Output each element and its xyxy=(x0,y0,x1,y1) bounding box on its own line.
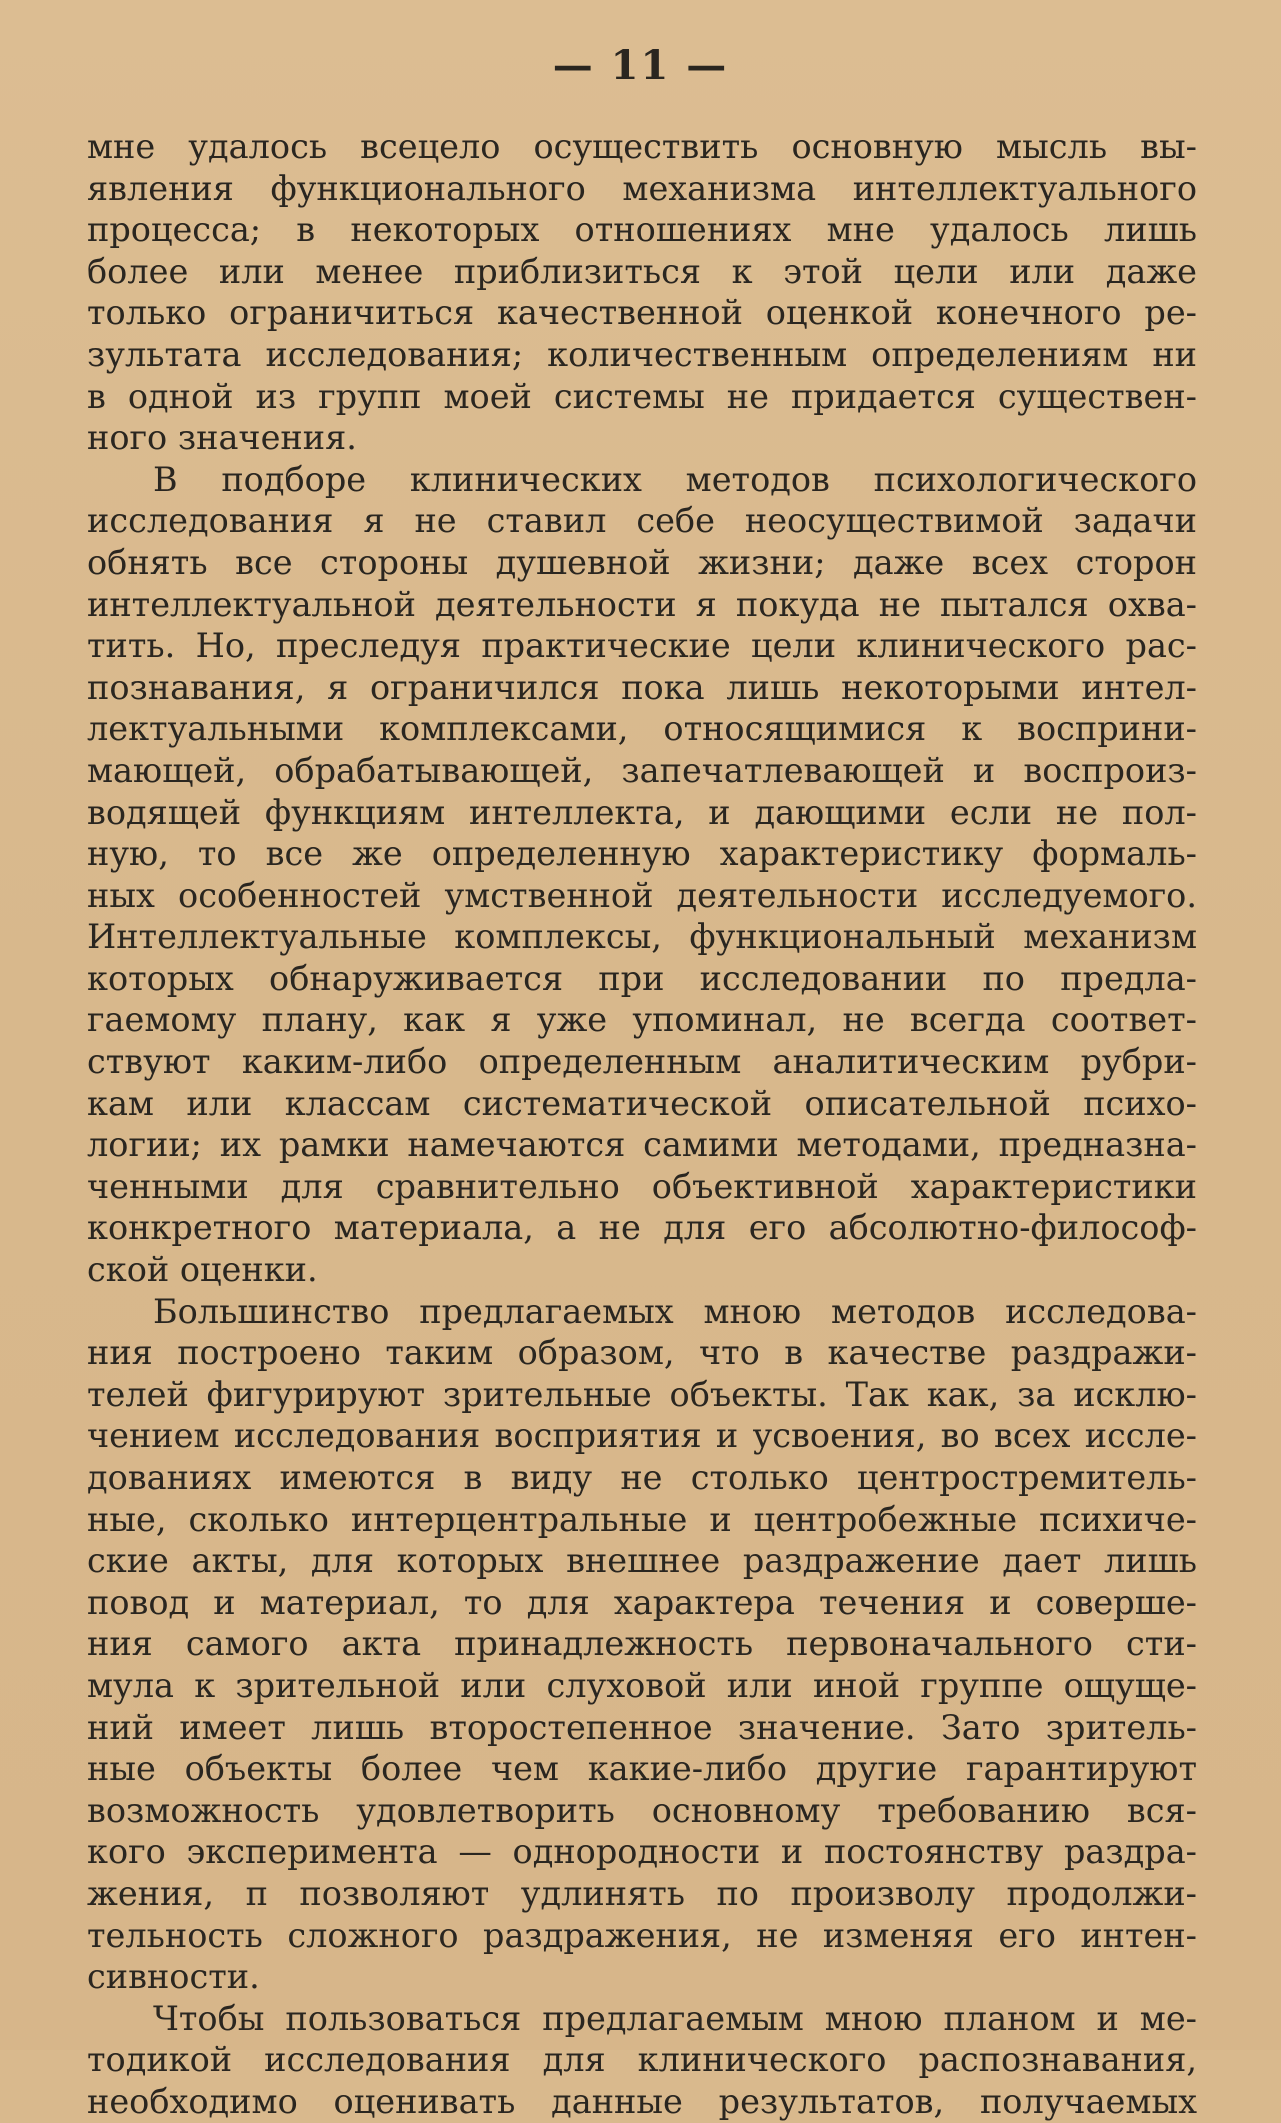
text-line: жения, п позволяют удлинять по произволу продолжи- xyxy=(87,1873,1197,1913)
paragraph xyxy=(87,1291,1197,1998)
text-line: мающей, обрабатывающей, запечатлевающей и воспроиз- xyxy=(87,750,1197,790)
paragraph xyxy=(87,126,1197,459)
text-line: ную, то все же определенную характеристику формаль- xyxy=(87,834,1197,874)
text-line: ний имеет лишь второстепенное значение. Зато зритель- xyxy=(87,1707,1197,1747)
text-line: дованиях имеются в виду не столько центростремитель- xyxy=(87,1458,1197,1497)
text-line: тить. Но, преследуя практические цели клинического рас- xyxy=(87,626,1197,666)
text-line: мула к зрительной или слуховой или иной группе ощуще- xyxy=(87,1665,1197,1705)
text-line: зультата исследования; количественным определениям ни xyxy=(87,334,1197,374)
text-line: возможность удовлетворить основному требованию вся- xyxy=(87,1790,1197,1830)
text-line: повод и материал, то для характера течения и соверше- xyxy=(87,1582,1197,1622)
text-line: интеллектуальной деятельности я покуда не пытался охва- xyxy=(87,584,1197,624)
text-line: процесса; в некоторых отношениях мне удалось лишь xyxy=(87,210,1197,250)
text-line: которых обнаруживается при исследовании по предла- xyxy=(87,958,1197,998)
text-line: Большинство предлагаемых мною методов исследова- xyxy=(153,1291,1197,1331)
text-line: Чтобы пользоваться предлагаемым мною планом и ме- xyxy=(153,1998,1197,2038)
text-line: ных особенностей умственной деятельности исследуемого. xyxy=(87,875,1197,915)
text-line: ния самого акта принадлежность первоначального сти- xyxy=(87,1624,1197,1664)
page-number: — 11 — xyxy=(552,42,729,89)
text-line: кого эксперимента — однородности и постоянству раздра- xyxy=(87,1832,1197,1872)
text-line: обнять все стороны душевной жизни; даже всех сторон xyxy=(87,542,1197,582)
text-line: логии; их рамки намечаются самими методами, предназна- xyxy=(87,1125,1197,1165)
text-line: ния построено таким образом, что в качестве раздражи- xyxy=(87,1333,1197,1373)
paragraph xyxy=(87,1998,1197,2123)
paragraph xyxy=(87,459,1197,1291)
text-line: ные, сколько интерцентральные и центробежные психиче- xyxy=(87,1499,1197,1539)
text-line: тодикой исследования для клинического распознавания, xyxy=(87,2040,1197,2080)
text-line: тельность сложного раздражения, не изменяя его интен- xyxy=(87,1915,1197,1955)
text-line: ской оценки. xyxy=(87,1250,318,1290)
text-line: В подборе клинических методов психологического xyxy=(153,459,1197,499)
text-line: сивности. xyxy=(87,1957,260,1997)
text-line: Интеллектуальные комплексы, функциональный механизм xyxy=(87,917,1197,957)
text-line: ченными для сравнительно объективной характеристики xyxy=(87,1166,1197,1206)
text-line: лектуальными комплексами, относящимися к восприни- xyxy=(87,709,1197,749)
text-line: гаемому плану, как я уже упоминал, не всегда соответ- xyxy=(87,1000,1197,1040)
text-line: в одной из групп моей системы не придается существен- xyxy=(87,376,1197,416)
text-line: явления функционального механизма интеллектуального xyxy=(87,168,1197,208)
text-line: только ограничиться качественной оценкой конечного ре- xyxy=(87,293,1197,333)
text-line: необходимо оценивать данные результатов, получаемых xyxy=(87,2081,1197,2121)
body-text xyxy=(87,126,1197,2123)
text-line: исследования я не ставил себе неосуществимой задачи xyxy=(87,501,1197,541)
text-line: водящей функциям интеллекта, и дающими если не пол- xyxy=(87,792,1197,832)
text-line: телей фигурируют зрительные объекты. Так как, за исклю- xyxy=(87,1374,1197,1414)
text-line: более или менее приблизиться к этой цели или даже xyxy=(87,251,1197,291)
text-line: конкретного материала, а не для его абсолютно-философ- xyxy=(87,1208,1197,1248)
text-line: ские акты, для которых внешнее раздражение дает лишь xyxy=(87,1541,1197,1581)
text-line: чением исследования восприятия и усвоения, во всех иссле- xyxy=(87,1416,1197,1456)
text-line: ные объекты более чем какие-либо другие гарантируют xyxy=(87,1749,1197,1789)
text-line: кам или классам систематической описательной психо- xyxy=(87,1083,1197,1123)
text-line: ствуют каким-либо определенным аналитическим рубри- xyxy=(87,1042,1197,1082)
text-line: ного значения. xyxy=(87,418,357,458)
text-line: мне удалось всецело осуществить основную мысль вы- xyxy=(87,127,1197,166)
text-line: познавания, я ограничился пока лишь некоторыми интел- xyxy=(87,667,1197,707)
